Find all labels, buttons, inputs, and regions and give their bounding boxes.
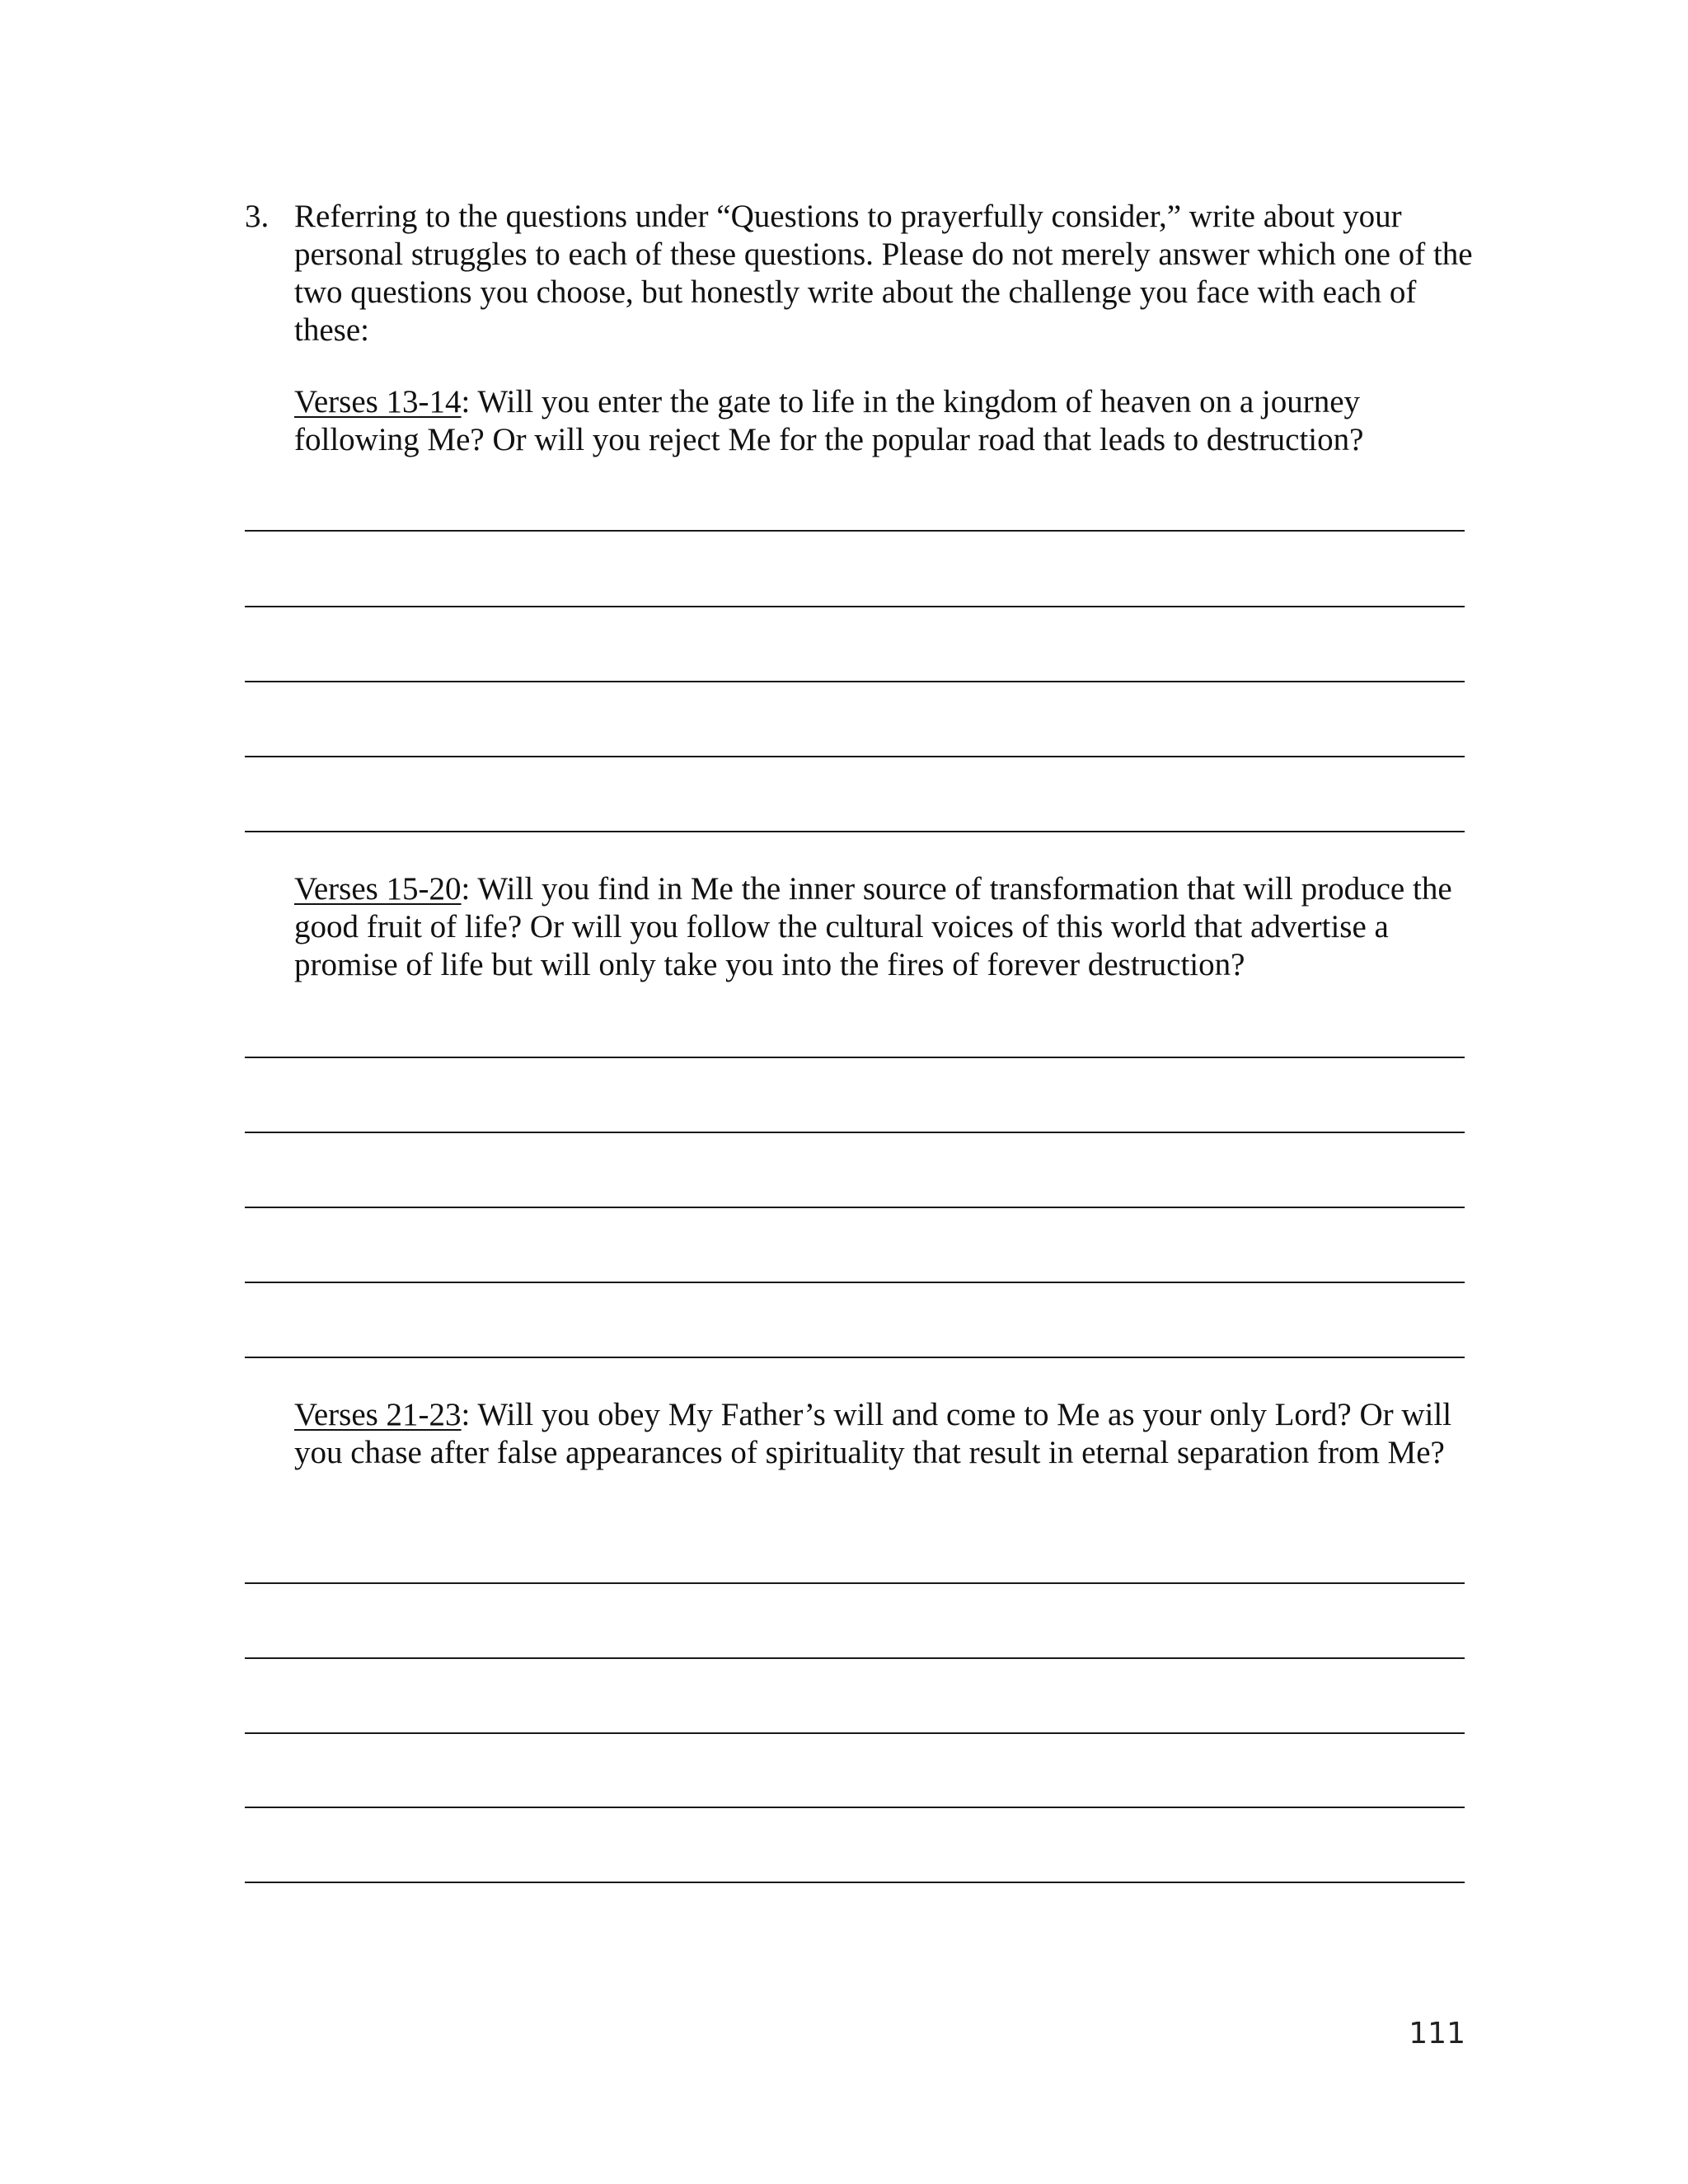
answer-line[interactable] [245,681,1465,682]
answer-line[interactable] [245,831,1465,832]
answer-line[interactable] [245,606,1465,607]
answer-line[interactable] [245,1732,1465,1734]
answer-line[interactable] [245,1282,1465,1283]
question-prompt: Referring to the questions under “Questions to prayerfully consider,” write about your personal struggles to each of these questions. Please do not merely answer which one of the two questions you choose, but honestly write about the challenge you face with each of these: [294,199,1473,348]
answer-line[interactable] [245,1657,1465,1659]
answer-line[interactable] [245,1207,1465,1208]
page-number: 111 [1409,2017,1465,2050]
answer-line[interactable] [245,530,1465,532]
answer-line[interactable] [245,1582,1465,1584]
verse-question: : Will you find in Me the inner source of transformation that will produce the good fruit of life? Or will you follow the cultural voices of this world that advertise a promise of life but will only take you into the fires of forever destruction? [294,871,1452,982]
section-verses-21-23 [294,1396,1481,1472]
answer-line[interactable] [245,1057,1465,1058]
answer-line[interactable] [245,1132,1465,1133]
verse-reference: Verses 21-23 [294,1397,462,1432]
answer-line[interactable] [245,1882,1465,1883]
answer-line[interactable] [245,1357,1465,1358]
section-verses-15-20 [294,870,1481,984]
verse-reference: Verses 15-20 [294,871,462,907]
answer-line[interactable] [245,756,1465,757]
verse-reference: Verses 13-14 [294,384,462,419]
section-verses-13-14 [294,383,1481,459]
question-number: 3. [245,199,270,234]
verse-question: : Will you enter the gate to life in the kingdom of heaven on a journey following Me? Or will you reject Me for the popular road that leads to destruction? [294,384,1364,457]
verse-question: : Will you obey My Father’s will and come to Me as your only Lord? Or will you chase after false appearances of spirituality that result in eternal separation from Me? [294,1397,1452,1470]
answer-line[interactable] [245,1807,1465,1808]
